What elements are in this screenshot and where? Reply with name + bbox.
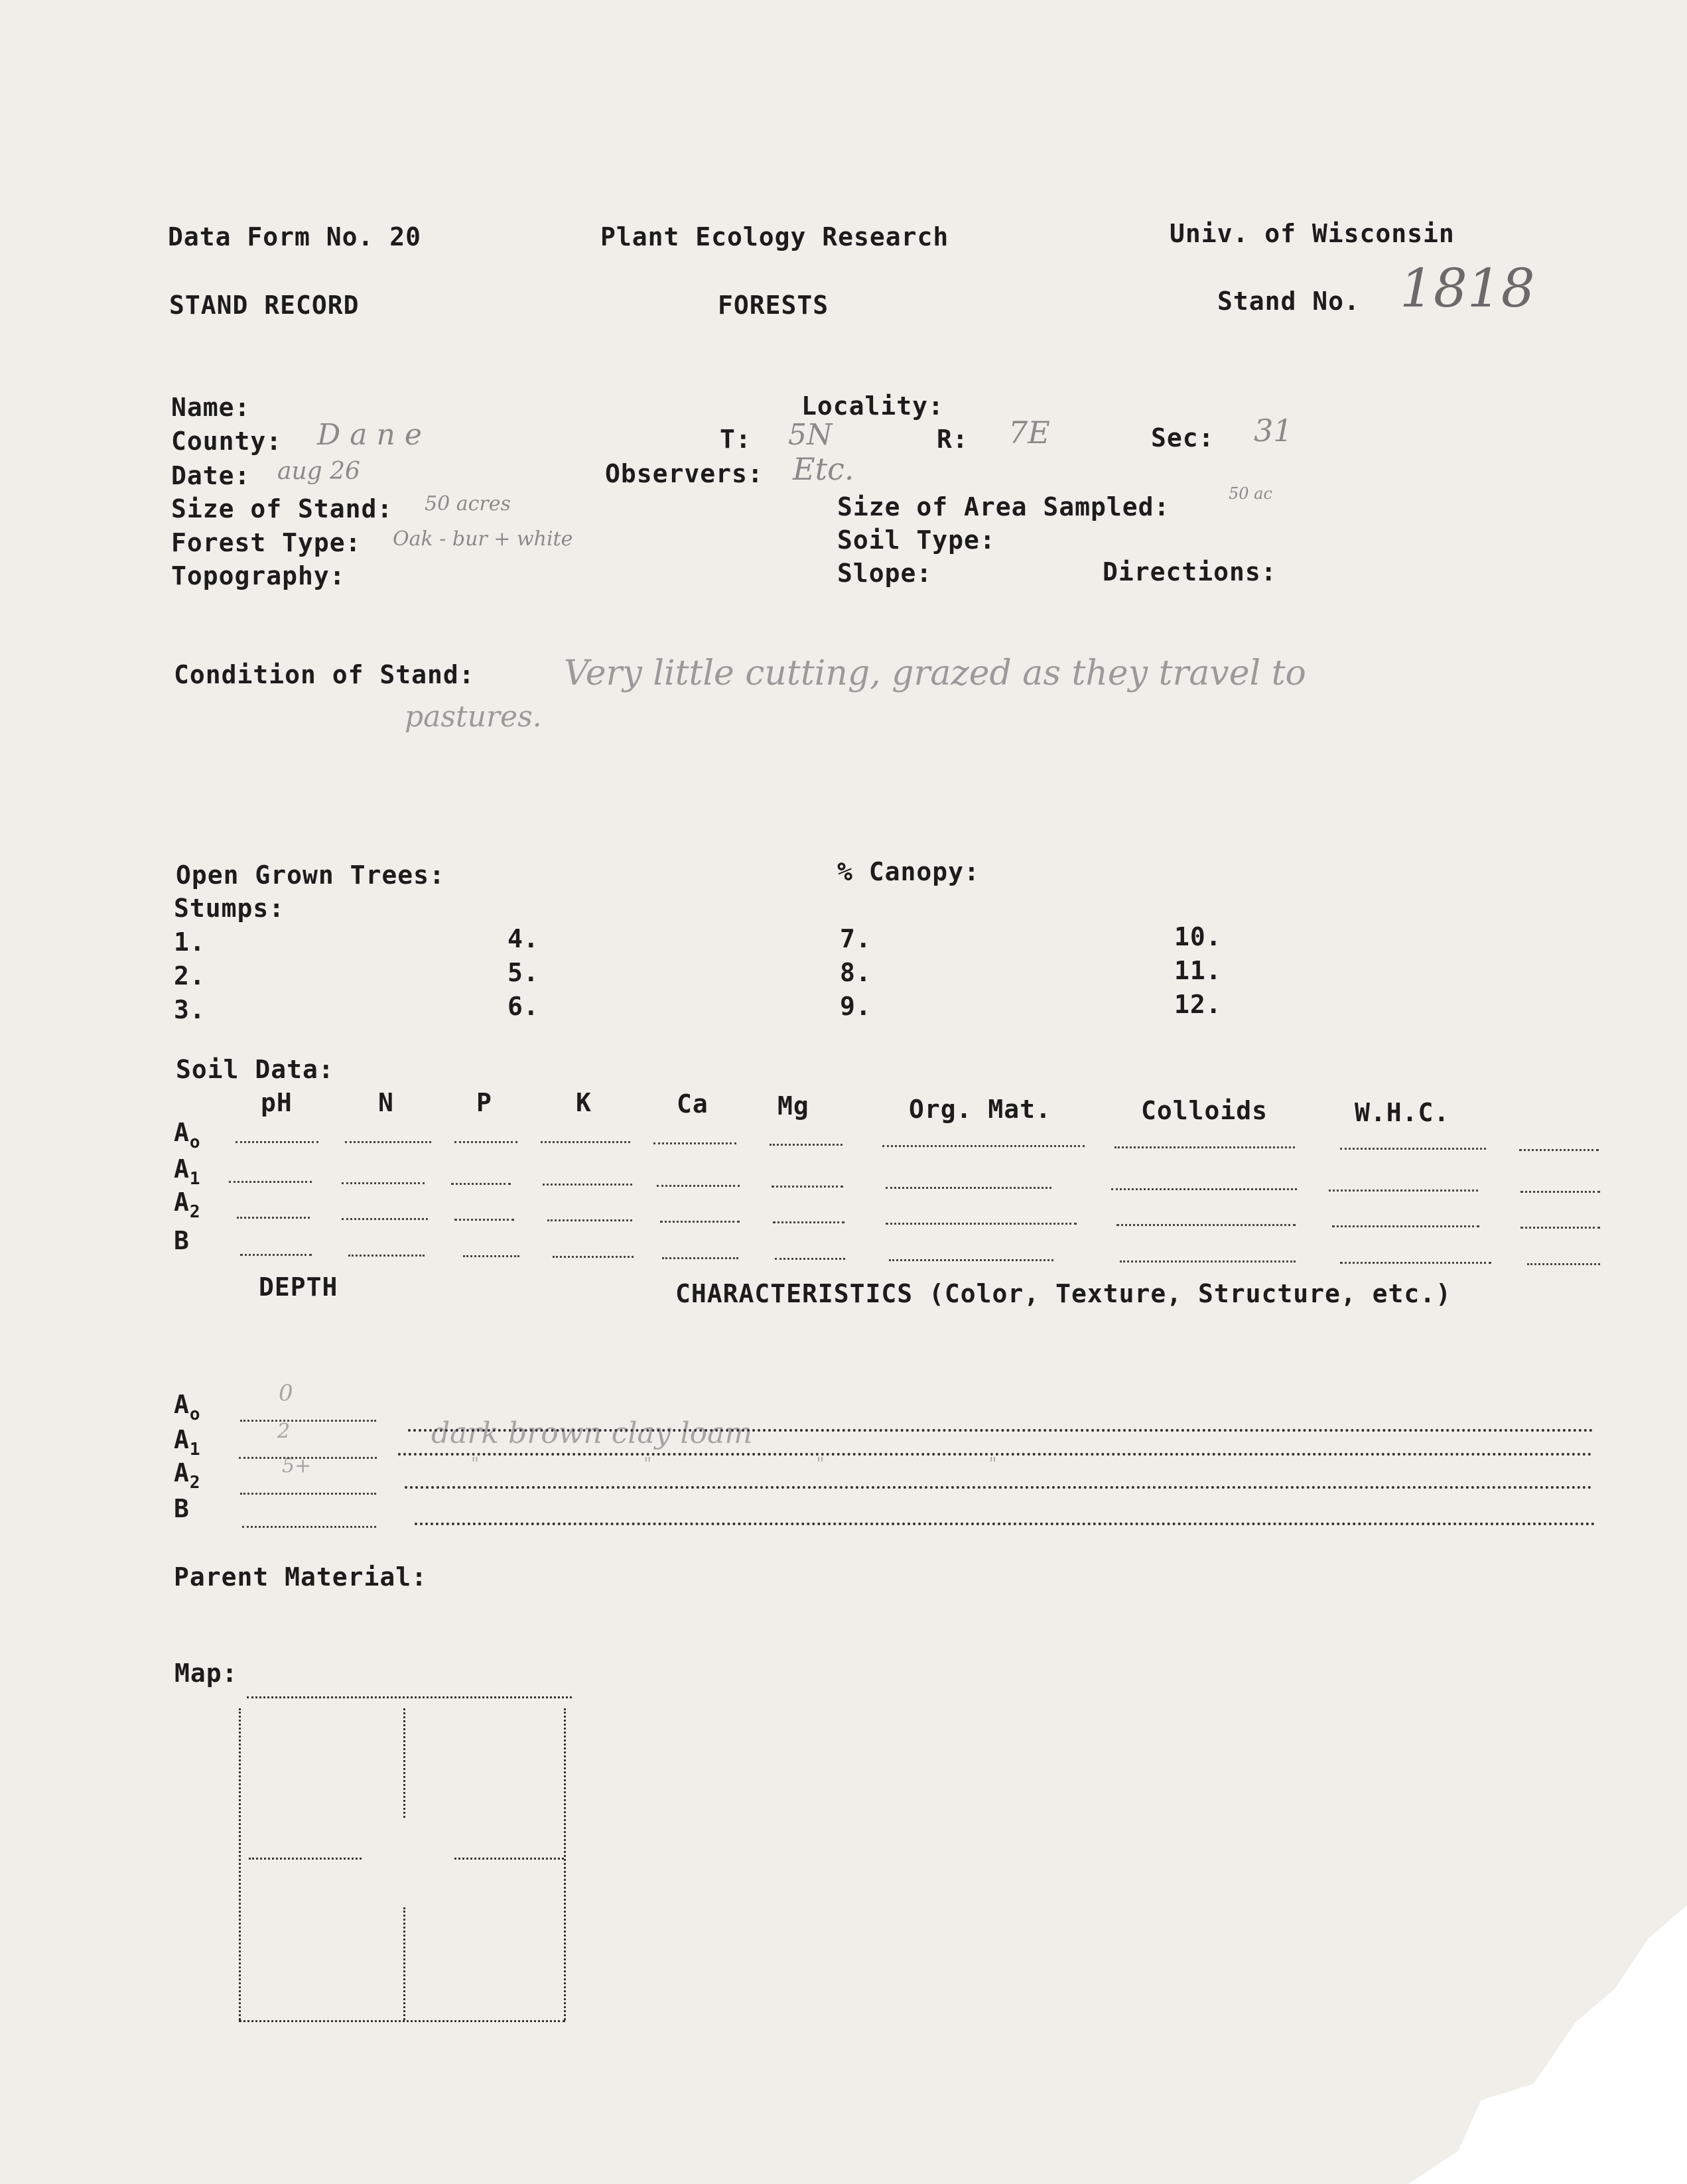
stump-4: 4. <box>507 924 539 953</box>
col-ph: pH <box>261 1088 293 1117</box>
col-p: P <box>476 1088 492 1117</box>
depth-label: DEPTH <box>259 1272 338 1302</box>
depth-horizon-a1: $A_1$ <box>174 1425 201 1460</box>
county-value: Dane <box>317 418 431 452</box>
stump-12: 12. <box>1174 990 1222 1019</box>
blank-line <box>342 1218 428 1220</box>
col-colloids: Colloids <box>1141 1096 1268 1125</box>
col-mg: Mg <box>777 1091 809 1121</box>
observers-value: Etc. <box>793 451 854 487</box>
soil-type-label: Soil Type: <box>837 525 996 555</box>
section-value: 31 <box>1254 413 1293 448</box>
map-label: Map: <box>174 1659 238 1688</box>
blank-line <box>653 1142 736 1144</box>
blank-line <box>553 1256 634 1258</box>
township-label: T: <box>720 425 752 454</box>
parent-material-label: Parent Material: <box>174 1562 428 1592</box>
range-label: R: <box>937 425 969 454</box>
blank-line <box>345 1141 431 1143</box>
blank-line <box>1340 1148 1486 1150</box>
blank-line <box>1116 1224 1296 1226</box>
depth-horizon-a2: $A_2$ <box>174 1458 201 1493</box>
stump-7: 7. <box>840 924 872 953</box>
slope-label: Slope: <box>837 559 933 588</box>
stump-3: 3. <box>174 995 206 1024</box>
col-ca: Ca <box>677 1089 709 1119</box>
observers-label: Observers: <box>605 459 764 488</box>
soil-horizon-a2: $A_2$ <box>174 1188 201 1222</box>
depth-value-a0: 0 <box>279 1380 293 1406</box>
date-label: Date: <box>171 461 251 490</box>
institution: Univ. of Wisconsin <box>1170 219 1455 248</box>
blank-line <box>772 1186 843 1188</box>
depth-value-a2: 5+ <box>282 1454 312 1477</box>
col-n: N <box>378 1088 394 1117</box>
stand-number-label: Stand No. <box>1217 287 1360 316</box>
characteristics-line-a1 <box>398 1453 1592 1456</box>
record-type: STAND RECORD <box>169 291 360 320</box>
blank-line <box>1527 1263 1600 1265</box>
blank-line <box>1332 1225 1479 1227</box>
stump-11: 11. <box>1174 956 1222 985</box>
characteristics-line-a0 <box>408 1429 1593 1432</box>
blank-line <box>229 1181 312 1183</box>
blank-line <box>886 1187 1051 1189</box>
blank-line <box>886 1223 1077 1225</box>
depth-horizon-b: B <box>174 1494 190 1523</box>
blank-line <box>454 1219 514 1221</box>
blank-line <box>775 1258 845 1260</box>
condition-of-stand-label: Condition of Stand: <box>174 660 475 689</box>
stump-10: 10. <box>1174 922 1222 951</box>
stump-8: 8. <box>840 958 872 987</box>
characteristics-line-a2 <box>405 1486 1592 1489</box>
depth-line-b <box>242 1526 376 1528</box>
percent-canopy-label: % Canopy: <box>837 857 980 886</box>
blank-line <box>1520 1227 1600 1229</box>
blank-line <box>240 1254 312 1256</box>
blank-line <box>237 1217 310 1219</box>
topography-label: Topography: <box>171 561 346 590</box>
stumps-label: Stumps: <box>174 894 285 923</box>
blank-line <box>463 1255 519 1257</box>
blank-line <box>882 1145 1085 1147</box>
blank-line <box>348 1255 425 1257</box>
blank-line <box>773 1221 844 1223</box>
forest-type-value: Oak - bur + white <box>393 527 573 551</box>
blank-line <box>547 1219 632 1221</box>
depth-horizon-a0: $A_o$ <box>174 1390 201 1424</box>
name-label: Name: <box>171 393 251 422</box>
col-k: K <box>576 1088 592 1117</box>
blank-line <box>342 1182 425 1184</box>
blank-line <box>889 1259 1053 1261</box>
blank-line <box>236 1141 318 1143</box>
depth-line-a0 <box>240 1420 376 1422</box>
characteristics-a1-value: dark brown clay loam <box>431 1416 753 1450</box>
forest-type-label: Forest Type: <box>171 528 362 557</box>
size-of-area-sampled-value: 50 ac <box>1229 484 1272 503</box>
blank-line <box>770 1144 843 1146</box>
blank-line <box>1340 1262 1491 1264</box>
size-of-stand-label: Size of Stand: <box>171 494 393 523</box>
torn-corner <box>1408 1905 1687 2184</box>
blank-line <box>1120 1261 1296 1263</box>
section-label: Sec: <box>1151 423 1215 452</box>
directions-label: Directions: <box>1103 557 1277 586</box>
depth-line-a1 <box>239 1457 377 1459</box>
depth-value-a1: 2 <box>277 1420 291 1443</box>
stump-5: 5. <box>507 958 539 987</box>
range-value: 7E <box>1008 415 1050 450</box>
stump-6: 6. <box>507 992 539 1021</box>
blank-line <box>657 1185 740 1187</box>
depth-line-a2 <box>240 1493 376 1495</box>
characteristics-label: CHARACTERISTICS (Color, Texture, Structure, etc.) <box>675 1279 1452 1308</box>
stump-2: 2. <box>174 961 206 990</box>
col-whc: W.H.C. <box>1355 1098 1450 1127</box>
characteristics-a2-value: " " " " <box>471 1454 1077 1474</box>
locality-label: Locality: <box>801 391 944 421</box>
blank-line <box>543 1184 632 1186</box>
soil-horizon-b: B <box>174 1226 190 1255</box>
blank-line <box>541 1141 630 1143</box>
condition-of-stand-value-line2: pastures. <box>405 700 542 734</box>
blank-line <box>1520 1191 1600 1193</box>
blank-line <box>1329 1190 1478 1192</box>
form-number: Data Form No. 20 <box>168 222 422 251</box>
soil-horizon-a1: $A_1$ <box>174 1154 201 1189</box>
date-value: aug 26 <box>277 458 360 485</box>
col-org-mat: Org. Mat. <box>909 1095 1051 1124</box>
characteristics-line-b <box>415 1523 1595 1525</box>
category: FORESTS <box>718 291 829 320</box>
size-of-area-sampled-label: Size of Area Sampled: <box>837 492 1170 521</box>
blank-line <box>1114 1146 1295 1148</box>
township-value: 5N <box>788 418 833 452</box>
soil-data-label: Soil Data: <box>176 1055 334 1084</box>
stump-9: 9. <box>840 992 872 1021</box>
soil-horizon-a0: $A_o$ <box>174 1118 201 1152</box>
blank-line <box>660 1221 740 1223</box>
open-grown-trees-label: Open Grown Trees: <box>176 860 445 890</box>
condition-of-stand-value-line1: Very little cutting, grazed as they travel to <box>564 653 1306 693</box>
program-title: Plant Ecology Research <box>600 222 949 251</box>
size-of-stand-value: 50 acres <box>425 492 511 515</box>
blank-line <box>454 1141 517 1143</box>
blank-line <box>1111 1188 1297 1190</box>
stand-number-value: 1818 <box>1400 257 1535 319</box>
blank-line <box>662 1257 738 1259</box>
stump-1: 1. <box>174 927 206 957</box>
county-label: County: <box>171 427 283 456</box>
blank-line <box>1519 1149 1599 1151</box>
blank-line <box>451 1183 511 1185</box>
